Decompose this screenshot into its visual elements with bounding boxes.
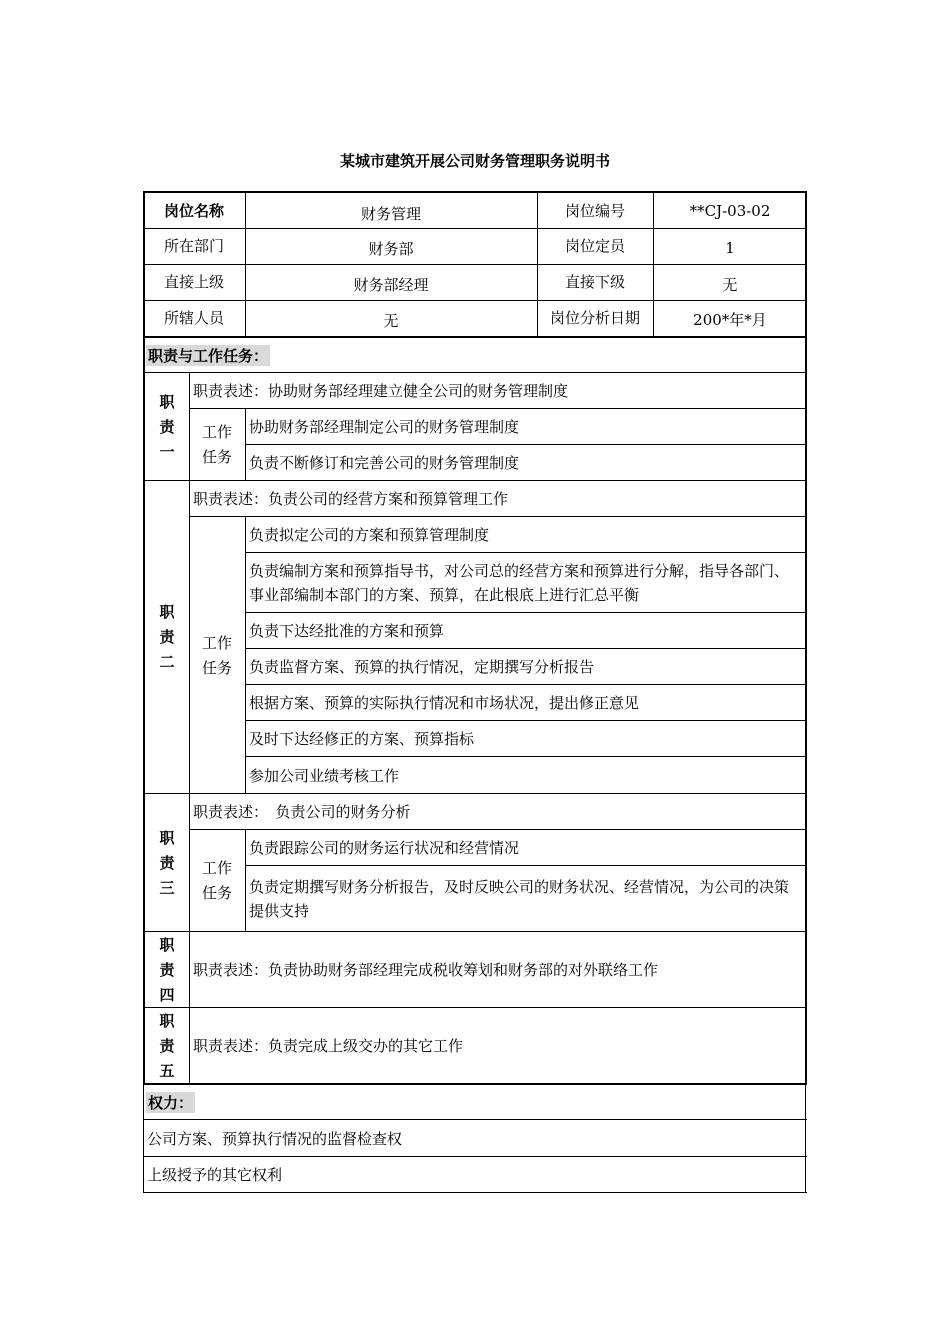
rule bbox=[143, 793, 807, 794]
rule bbox=[143, 264, 807, 265]
rule bbox=[245, 552, 807, 553]
rule bbox=[189, 516, 807, 517]
duty-3-task-label: 工作 任务 bbox=[201, 859, 232, 902]
rule bbox=[143, 1119, 807, 1120]
duty-2-label: 职 责 二 bbox=[159, 603, 175, 671]
rule bbox=[143, 480, 807, 481]
duty-2-task-2: 负责编制方案和预算指导书，对公司总的经营方案和预算进行分解，指导各部门、事业部编制本部门的方案、预算，在此根底上进行汇总平衡 bbox=[249, 562, 790, 604]
label-staff: 所辖人员 bbox=[163, 309, 224, 327]
duties-heading bbox=[143, 338, 807, 372]
rule bbox=[245, 648, 807, 649]
rule bbox=[143, 1007, 807, 1008]
power-item-1: 公司方案、预算执行情况的监督检查权 bbox=[147, 1129, 403, 1148]
power-item-2: 上级授予的其它权利 bbox=[147, 1166, 283, 1184]
label-headcount: 岗位定员 bbox=[564, 237, 625, 255]
powers-heading-text: 权力： bbox=[148, 1093, 194, 1112]
value-position-name: 财务管理 bbox=[360, 204, 421, 223]
duty-2-task-label: 工作 任务 bbox=[201, 633, 232, 677]
rule bbox=[143, 372, 807, 373]
duty-5-statement: 职责表述：负责完成上级交办的其它工作 bbox=[193, 1037, 464, 1055]
duty-4-label: 职 责 四 bbox=[159, 935, 175, 1004]
rule bbox=[245, 516, 246, 794]
duty-5-label: 职 责 五 bbox=[159, 1011, 175, 1080]
duty-2-statement: 职责表述：负责公司的经营方案和预算管理工作 bbox=[193, 490, 509, 508]
rule bbox=[245, 684, 807, 685]
powers-heading bbox=[143, 1085, 807, 1119]
label-direct-superior: 直接上级 bbox=[163, 273, 224, 291]
rule bbox=[245, 444, 807, 445]
rule bbox=[245, 756, 807, 757]
label-position-name: 岗位名称 bbox=[163, 201, 224, 220]
duty-1-label: 职 责 一 bbox=[159, 392, 175, 461]
rule bbox=[143, 191, 145, 338]
duty-2-task-6: 及时下达经修正的方案、预算指标 bbox=[249, 730, 475, 748]
rule bbox=[143, 300, 807, 301]
rule bbox=[189, 829, 807, 830]
label-position-code: 岗位编号 bbox=[564, 201, 625, 220]
value-direct-subordinate: 无 bbox=[722, 276, 738, 294]
rule bbox=[143, 191, 807, 193]
duty-2-task-5: 根据方案、预算的实际执行情况和市场状况，提出修正意见 bbox=[249, 694, 640, 712]
value-staff: 无 bbox=[383, 312, 399, 330]
rule bbox=[189, 408, 807, 409]
duty-1-task-label: 工作 任务 bbox=[201, 423, 232, 466]
value-department: 财务部 bbox=[368, 240, 414, 258]
rule bbox=[805, 1084, 806, 1193]
duty-2-task-7: 参加公司业绩考核工作 bbox=[249, 766, 400, 785]
rule bbox=[653, 192, 654, 337]
duty-1-task-2: 负责不断修订和完善公司的财务管理制度 bbox=[249, 454, 520, 472]
duty-2-task-1: 负责拟定公司的方案和预算管理制度 bbox=[249, 526, 490, 544]
rule bbox=[245, 865, 807, 866]
rule bbox=[143, 931, 807, 932]
duty-2-task-4: 负责监督方案、预算的执行情况，定期撰写分析报告 bbox=[249, 658, 595, 676]
value-analysis-date: 200*年*月 bbox=[693, 311, 767, 329]
value-direct-superior: 财务部经理 bbox=[353, 276, 429, 294]
rule bbox=[245, 612, 807, 613]
label-analysis-date: 岗位分析日期 bbox=[549, 309, 640, 327]
rule bbox=[143, 1192, 807, 1193]
rule bbox=[245, 720, 807, 721]
duty-1-task-1: 协助财务部经理制定公司的财务管理制度 bbox=[249, 418, 520, 436]
rule bbox=[245, 408, 246, 481]
duty-2-task-3: 负责下达经批准的方案和预算 bbox=[249, 622, 445, 640]
rule bbox=[189, 372, 190, 1084]
duty-3-task-1: 负责跟踪公司的财务运行状况和经营情况 bbox=[249, 839, 520, 857]
duties-heading-text: 职责与工作任务： bbox=[148, 346, 269, 365]
rule bbox=[143, 228, 807, 229]
value-headcount: 1 bbox=[725, 239, 735, 257]
rule bbox=[143, 1084, 144, 1193]
label-department: 所在部门 bbox=[163, 237, 224, 255]
duty-3-task-2: 负责定期撰写财务分析报告，及时反映公司的财务状况、经营情况，为公司的决策提供支持 bbox=[249, 878, 790, 920]
rule bbox=[245, 192, 246, 337]
label-direct-subordinate: 直接下级 bbox=[564, 273, 625, 291]
document-title: 某城市建筑开展公司财务管理职务说明书 bbox=[339, 152, 610, 170]
rule bbox=[143, 1156, 807, 1157]
duty-4-statement: 职责表述：负责协助财务部经理完成税收筹划和财务部的对外联络工作 bbox=[193, 961, 659, 979]
duty-1-statement: 职责表述：协助财务部经理建立健全公司的财务管理制度 bbox=[193, 382, 569, 400]
rule bbox=[245, 829, 246, 932]
value-position-code: **CJ-03-02 bbox=[689, 201, 771, 220]
rule bbox=[805, 336, 807, 1085]
rule bbox=[805, 191, 807, 338]
rule bbox=[537, 192, 538, 337]
duty-3-label: 职 责 三 bbox=[159, 828, 175, 897]
rule bbox=[143, 336, 145, 1085]
duty-3-statement: 职责表述： 负责公司的财务分析 bbox=[193, 803, 411, 821]
